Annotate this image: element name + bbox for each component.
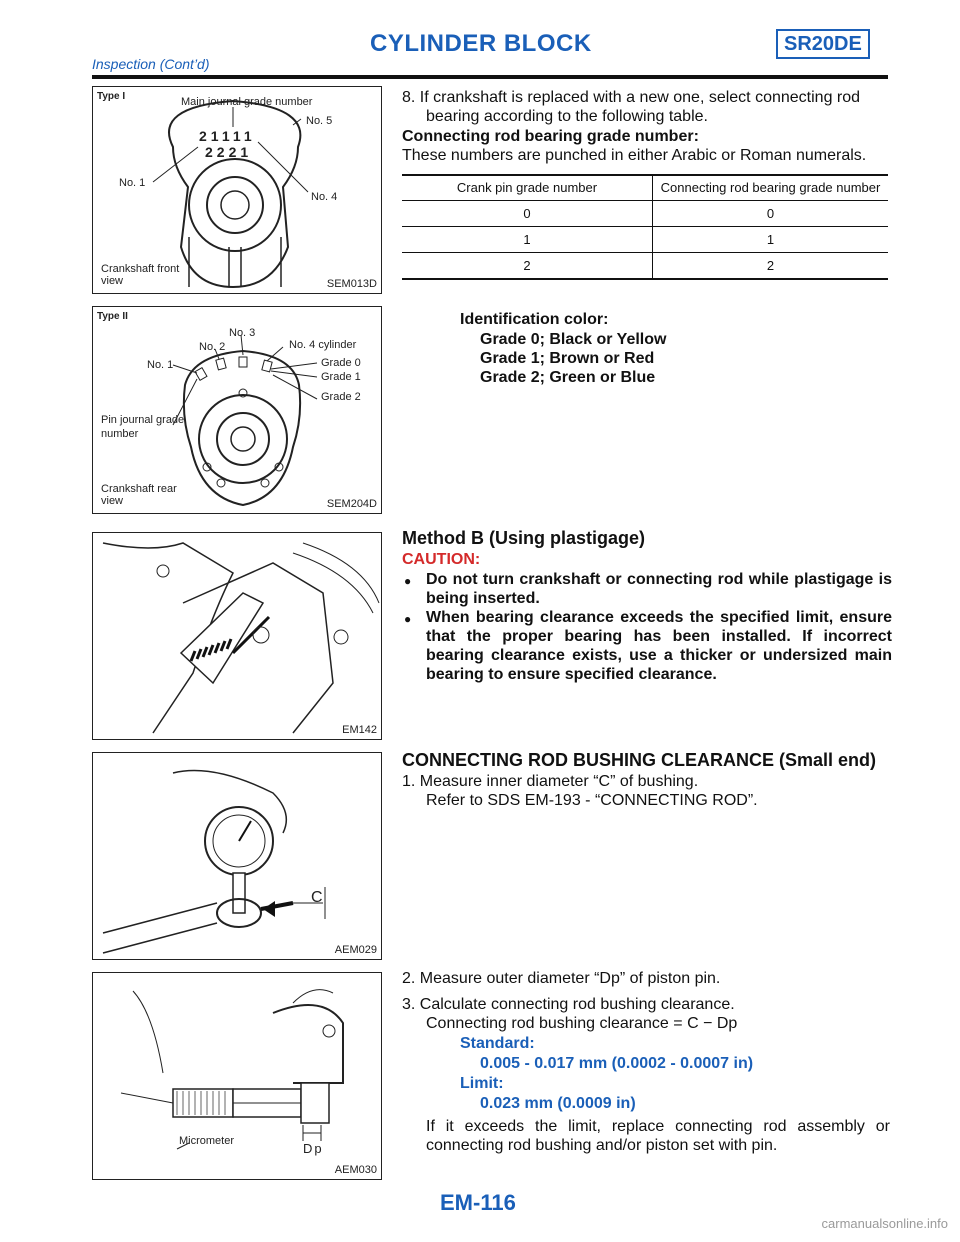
table-cell: 2	[402, 253, 653, 280]
bore-gauge-drawing	[93, 753, 381, 959]
figure-plastigage	[92, 532, 382, 740]
figure-type1-crankshaft-front	[92, 86, 382, 294]
bushing-step1-ref: Refer to SDS EM-193 - “CONNECTING ROD”.	[426, 792, 758, 809]
table-header: Connecting rod bearing grade number	[653, 175, 889, 201]
table-cell: 0	[402, 201, 653, 227]
bushing-step3: 3. Calculate connecting rod bushing clearance.	[402, 996, 735, 1013]
caution-label: CAUTION:	[402, 551, 481, 568]
table-cell: 1	[653, 227, 889, 253]
digit: 1	[243, 128, 256, 144]
digit: 2	[228, 144, 241, 160]
bushing-formula: Connecting rod bushing clearance = C − Dp	[426, 1015, 738, 1032]
no5-label: No. 5	[306, 115, 333, 127]
limit-value: 0.023 mm (0.0009 in)	[480, 1095, 636, 1112]
page-number: EM-116	[440, 1190, 516, 1215]
method-b-heading: Method B (Using plastigage)	[402, 528, 645, 548]
caution-bullet: Do not turn crankshaft or connecting rod while plastigage is being inserted.	[426, 571, 892, 607]
no2-label: No. 2	[199, 341, 226, 353]
digit: 1	[210, 128, 222, 144]
table-cell: 0	[653, 201, 889, 227]
digit: 2	[216, 144, 229, 160]
page-title: CYLINDER BLOCK	[370, 30, 592, 57]
identification-line: Grade 0; Black or Yellow	[480, 331, 667, 348]
grade-table	[402, 174, 888, 280]
identification-line: Grade 1; Brown or Red	[480, 350, 655, 367]
watermark: carmanualsonline.info	[821, 1216, 948, 1231]
plastigage-drawing	[93, 533, 381, 739]
figure-code: EM142	[342, 724, 377, 736]
bushing-heading: CONNECTING ROD BUSHING CLEARANCE (Small end)	[402, 750, 877, 770]
table-row	[402, 201, 888, 227]
grade-number-heading: Connecting rod bearing grade number:	[402, 128, 699, 145]
micrometer-label: Micrometer	[179, 1135, 235, 1147]
identification-line: Grade 2; Green or Blue	[480, 369, 656, 386]
figure-type2-crankshaft-rear	[92, 306, 382, 514]
figure-micrometer	[92, 972, 382, 1180]
pin-journal-label: Pin journal grade number	[101, 414, 185, 440]
digit: 1	[221, 128, 233, 144]
main-journal-label: Main journal grade number	[181, 96, 313, 108]
figure-code: SEM204D	[326, 498, 377, 510]
dp-label: Dp	[303, 1141, 324, 1156]
caution-bullet: When bearing clearance exceeds the specified limit, ensure that the proper bearing has been installed. If incorrect bearing clearance exists, use a thicker or undersized main bearing to ensure specified clearance.	[426, 609, 892, 683]
figure-bushing-bore-gauge	[92, 752, 382, 960]
table-row	[402, 253, 888, 280]
standard-value: 0.005 - 0.017 mm (0.0002 - 0.0007 in)	[480, 1055, 754, 1072]
table-header: Crank pin grade number	[402, 175, 653, 201]
grade0-label: Grade 0	[321, 357, 361, 369]
figure-code: AEM030	[334, 1164, 377, 1176]
digit: 2	[205, 144, 217, 160]
grade-number-note: These numbers are punched in either Arabic or Roman numerals.	[402, 147, 867, 164]
digit: 1	[240, 144, 253, 160]
header-rule	[92, 75, 888, 79]
table-row	[402, 227, 888, 253]
digit: 2	[199, 128, 211, 144]
figure-caption: Crankshaft rear view	[101, 483, 177, 507]
engine-code-badge: SR20DE	[776, 29, 870, 59]
grade2-label: Grade 2	[321, 391, 361, 403]
no4-label: No. 4	[311, 191, 338, 203]
figure-caption: Crankshaft front view	[101, 263, 180, 287]
figure-type-label: Type I	[97, 91, 126, 102]
section-subtitle: Inspection (Cont’d)	[92, 56, 210, 72]
step8-text: 8. If crankshaft is replaced with a new one, select connecting rod bearing according to the following table.	[402, 89, 861, 125]
no4-cylinder-label: No. 4 cylinder	[289, 339, 357, 351]
table-cell: 2	[653, 253, 889, 280]
grade-digits-bottom	[205, 144, 252, 160]
table-cell: 1	[402, 227, 653, 253]
grade1-label: Grade 1	[321, 371, 361, 383]
digit: 1	[232, 128, 244, 144]
figure-code: SEM013D	[326, 278, 377, 290]
identification-heading: Identification color:	[460, 311, 609, 328]
figure-type-label: Type II	[97, 311, 128, 322]
exceed-text: If it exceeds the limit, replace connecting rod assembly or connecting rod bushing and/or piston set with pin.	[426, 1118, 890, 1154]
table-header-row	[402, 175, 888, 201]
grade-digits-top	[199, 128, 256, 144]
standard-label: Standard:	[460, 1035, 535, 1052]
no3-label: No. 3	[229, 327, 256, 339]
bullet-icon: ●	[404, 612, 412, 626]
bushing-step1: 1. Measure inner diameter “C” of bushing.	[402, 773, 699, 790]
micrometer-drawing	[93, 973, 381, 1179]
limit-label: Limit:	[460, 1075, 504, 1092]
no1-label: No. 1	[147, 359, 174, 371]
no1-label: No. 1	[119, 177, 146, 189]
bushing-step2: 2. Measure outer diameter “Dp” of piston pin.	[402, 970, 721, 987]
bullet-icon: ●	[404, 574, 412, 588]
figure-code: AEM029	[334, 944, 377, 956]
diameter-c-marker: C	[311, 889, 323, 906]
